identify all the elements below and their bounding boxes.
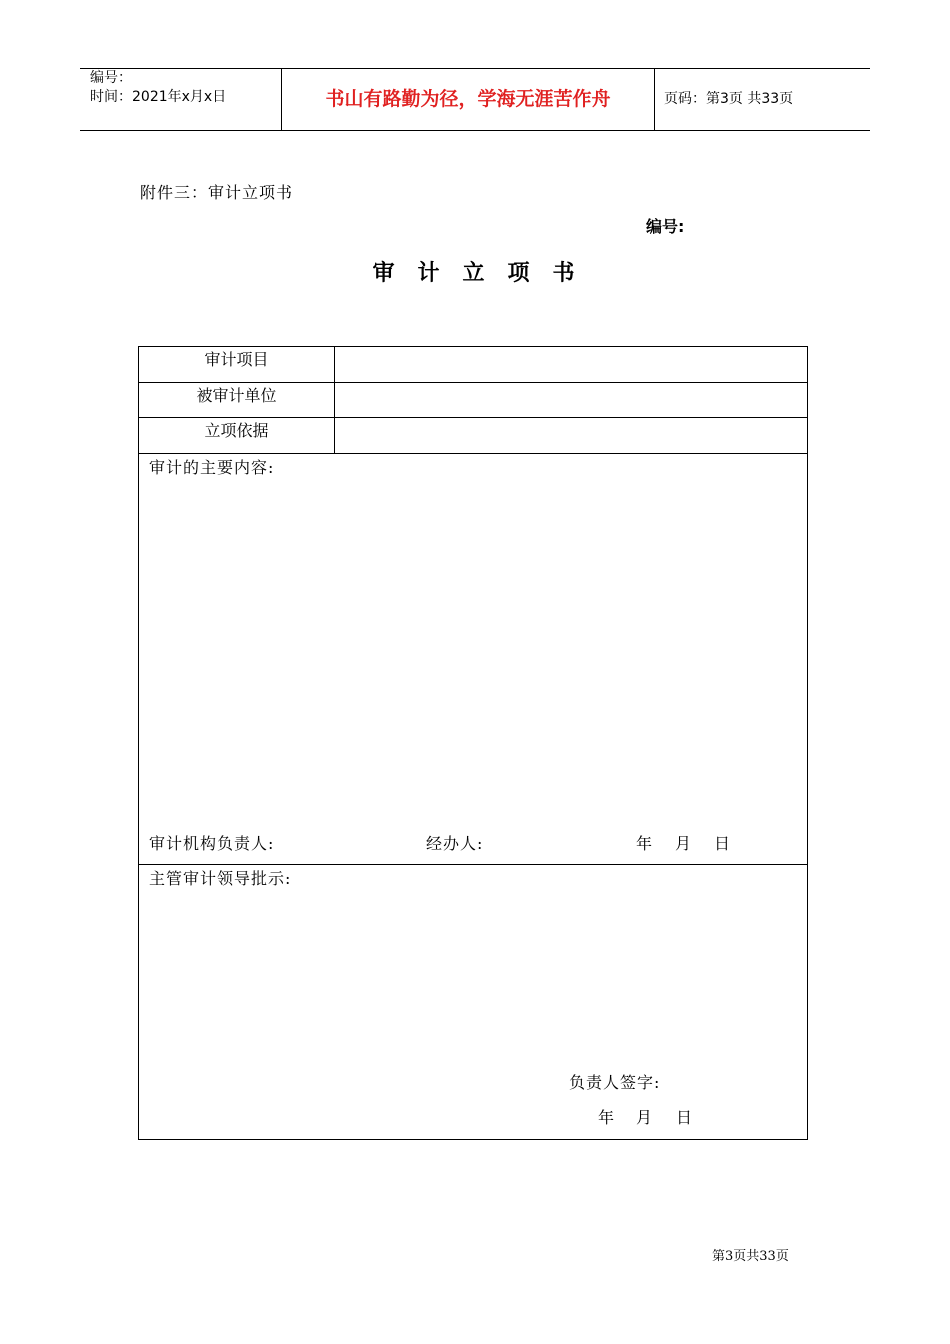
date-day-label: 日 (714, 834, 732, 853)
date-day-label: 日 (676, 1108, 694, 1127)
document-number-label: 编号: (646, 217, 685, 236)
form-row-audited-unit (139, 383, 807, 418)
page-info: 页码：第3页 共33页 (664, 91, 794, 107)
form-row-audit-project (139, 347, 807, 383)
page-footer: 第3页共33页 (712, 1249, 789, 1264)
date-month-label: 月 (636, 1108, 654, 1127)
header-page-cell (655, 69, 870, 130)
main-content-section[interactable] (139, 454, 807, 865)
approval-section[interactable] (139, 865, 807, 1139)
signature-label: 负责人签字: (569, 1073, 661, 1092)
time-label: 时间：2021年x月x日 (90, 89, 227, 105)
document-title: 审计立项书 (372, 260, 598, 286)
audit-form-table (138, 346, 808, 1140)
page-header (80, 68, 870, 131)
header-motto-cell (282, 69, 655, 130)
motto-text: 书山有路勤为径，学海无涯苦作舟 (325, 88, 611, 110)
handler-label: 经办人: (426, 834, 484, 853)
date-month-label: 月 (675, 834, 693, 853)
form-row-value[interactable] (335, 347, 807, 382)
form-row-label: 立项依据 (139, 418, 335, 453)
audit-head-label: 审计机构负责人: (149, 834, 275, 853)
date-year-label: 年 (598, 1108, 616, 1127)
form-row-basis (139, 418, 807, 454)
form-row-label: 审计项目 (139, 347, 335, 382)
header-meta-cell (80, 69, 282, 130)
approval-heading: 主管审计领导批示: (149, 869, 292, 888)
form-row-value[interactable] (335, 383, 807, 417)
appendix-label: 附件三：审计立项书 (140, 183, 294, 202)
main-content-heading: 审计的主要内容: (149, 458, 275, 477)
form-row-value[interactable] (335, 418, 807, 453)
serial-label: 编号： (90, 70, 132, 86)
form-row-label: 被审计单位 (139, 383, 335, 417)
date-year-label: 年 (636, 834, 654, 853)
